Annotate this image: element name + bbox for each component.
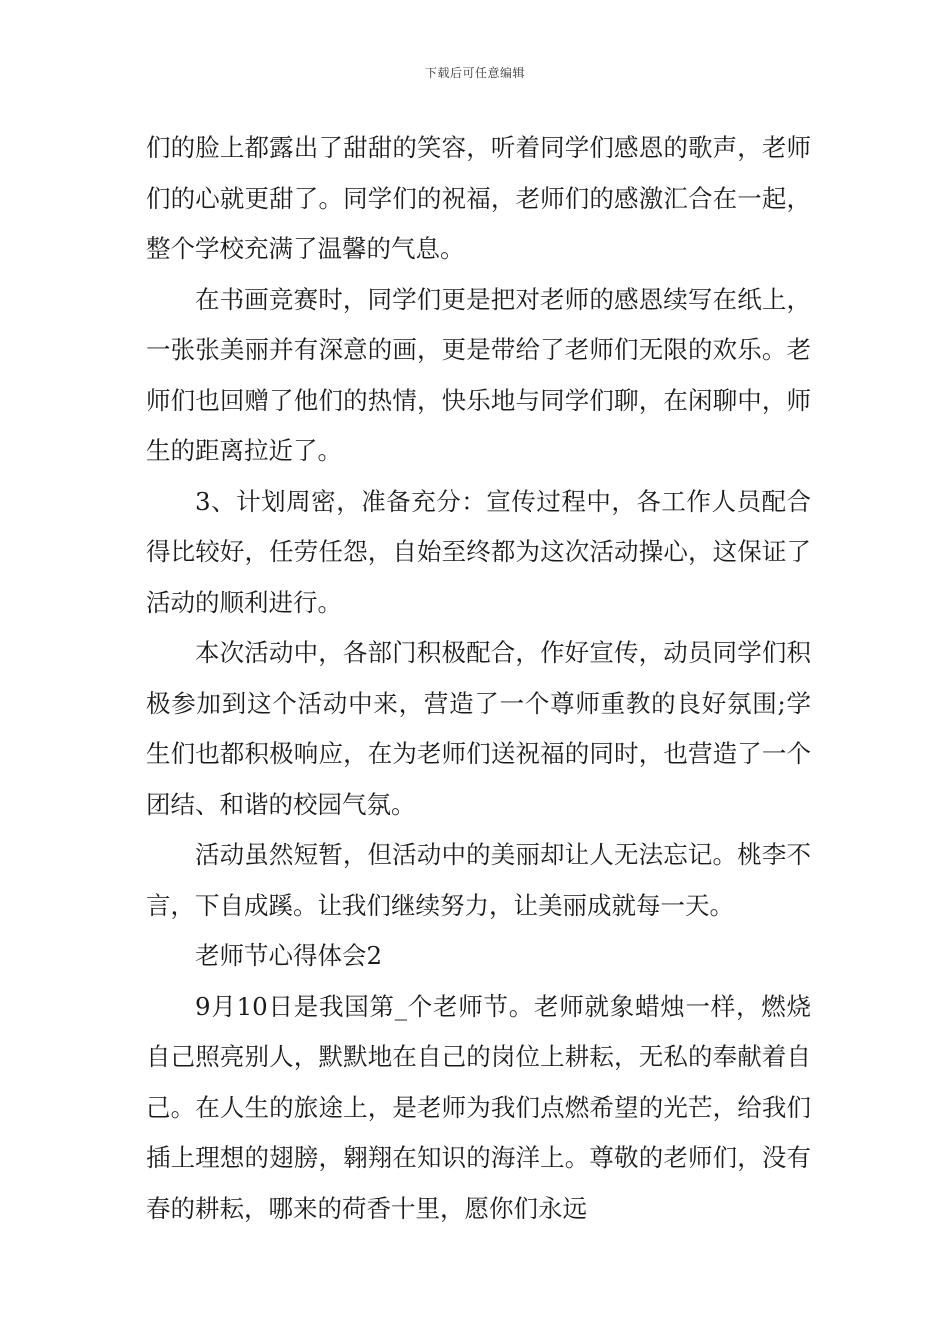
paragraph-teachers-day: 9月10日是我国第_个老师节。老师就象蜡烛一样，燃烧自己照亮别人，默默地在自己的岗位上耕耘，无私的奉献着自己。在人生的旅途上，是老师为我们点燃希望的光芒，给我们插上理想的翅膀，翱翔在知识的海洋上。尊敬的老师们，没有春的耕耘，哪来的荷香十里，愿你们永远 xyxy=(146,991,811,1223)
page-header: 下载后可任意编辑 xyxy=(424,66,525,80)
paragraph-calligraphy-contest: 在书画竞赛时，同学们更是把对老师的感恩续写在纸上，一张张美丽并有深意的画，更是带给了老师们无限的欢乐。老师们也回赠了他们的热情，快乐地与同学们聊，在闲聊中，师生的距离拉近了。 xyxy=(146,284,811,465)
paragraph-planning: 3、计划周密，准备充分：宣传过程中，各工作人员配合得比较好，任劳任怨，自始至终都为这次活动操心，这保证了活动的顺利进行。 xyxy=(146,486,811,617)
paragraph-closing: 活动虽然短暂，但活动中的美丽却让人无法忘记。桃李不言，下自成蹊。让我们继续努力，让美丽成就每一天。 xyxy=(146,840,811,920)
paragraph-activity-summary: 本次活动中，各部门积极配合，作好宣传，动员同学们积极参加到这个活动中来，营造了一个尊师重教的良好氛围;学生们也都积极响应，在为老师们送祝福的同时，也营造了一个团结、和谐的校园气氛。 xyxy=(146,638,811,819)
paragraph-continuation: 们的脸上都露出了甜甜的笑容，听着同学们感恩的歌声，老师们的心就更甜了。同学们的祝福，老师们的感激汇合在一起，整个学校充满了温馨的气息。 xyxy=(146,133,811,263)
section-heading: 老师节心得体会2 xyxy=(195,941,383,970)
document-body xyxy=(146,123,811,1234)
